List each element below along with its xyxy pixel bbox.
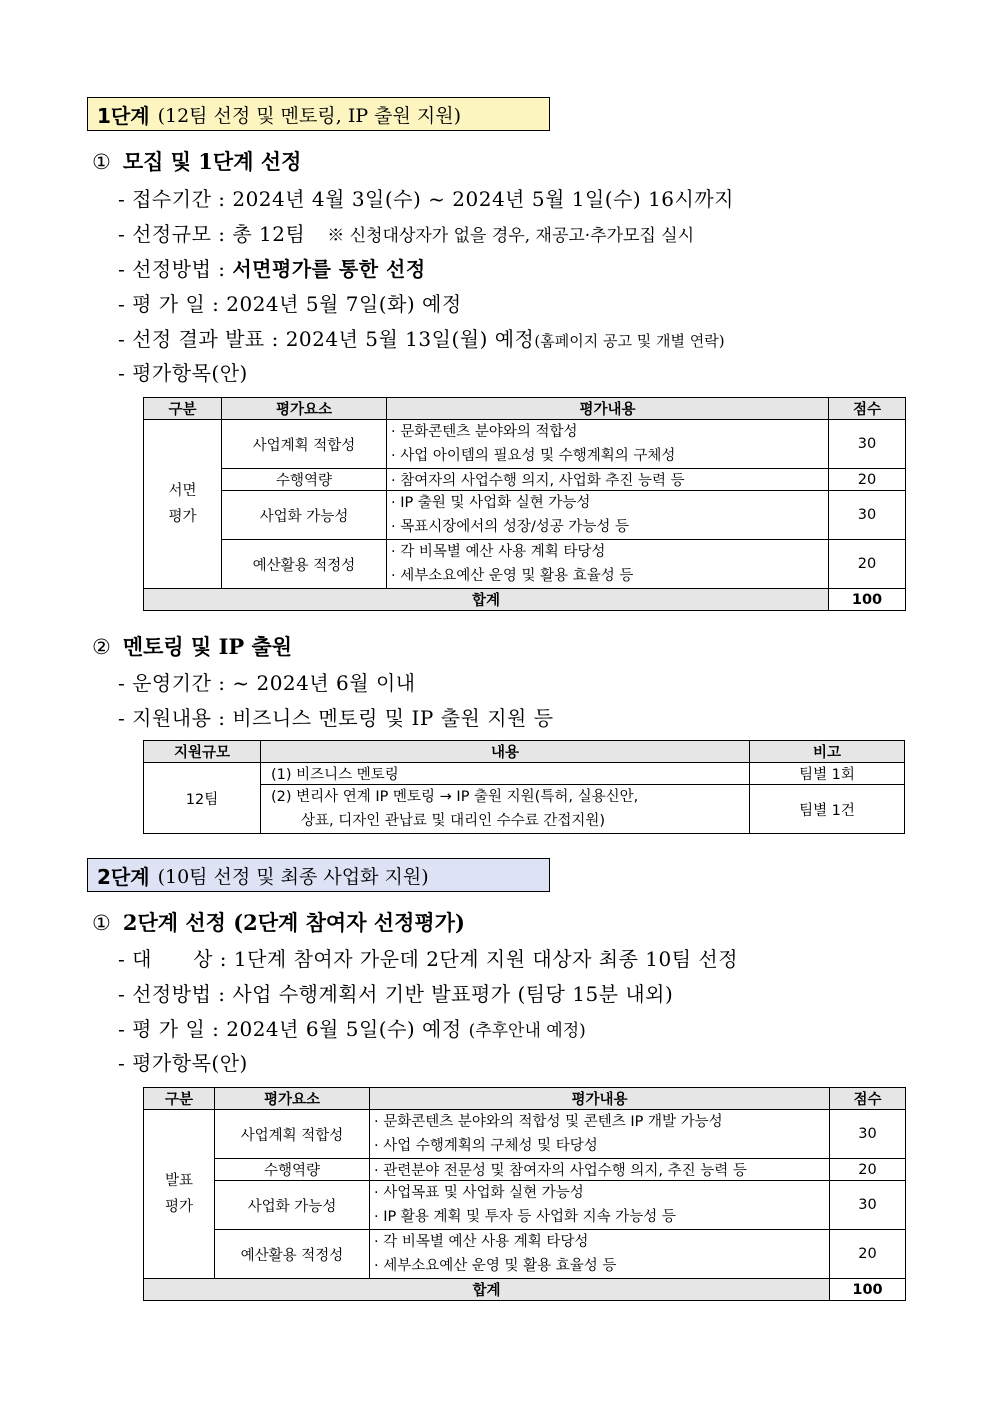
content-line: · 문화콘텐츠 분야와의 적합성: [391, 424, 578, 440]
elem-cell: 사업계획 적합성: [222, 420, 387, 469]
table-row: [144, 1159, 906, 1181]
method-prefix: - 선정방법 :: [118, 257, 233, 281]
table-row: [144, 469, 906, 491]
stage2-eval-table: [143, 1087, 906, 1301]
content-line: · IP 활용 계획 및 투자 등 사업화 지속 가능성 등: [374, 1209, 676, 1225]
section-number: ①: [92, 911, 111, 935]
elem-cell: 사업계획 적합성: [215, 1110, 370, 1159]
stage2-section1-heading: [92, 907, 465, 937]
content-line: · 사업 아이템의 필요성 및 수행계획의 구체성: [391, 448, 676, 464]
col-header: 점수: [829, 398, 906, 420]
col-header: 내용: [261, 741, 750, 763]
content-cell: [370, 1110, 830, 1159]
stage1-support-table: [143, 740, 905, 834]
table-row: [144, 763, 905, 785]
score-cell: 20: [830, 1159, 906, 1181]
table-row: [144, 420, 906, 469]
note-cell: 팀별 1건: [750, 785, 905, 834]
col-header: 평가요소: [222, 398, 387, 420]
table-total-row: [144, 1279, 906, 1301]
stage1-header: [87, 97, 550, 131]
score-cell: 20: [829, 469, 906, 491]
item-criteria: - 평가항목(안): [118, 1051, 248, 1075]
result-text: - 선정 결과 발표 : 2024년 5월 13일(월) 예정: [118, 327, 535, 351]
content-line: · 문화콘텐츠 분야와의 적합성 및 콘텐츠 IP 개발 가능성: [374, 1114, 723, 1130]
group-cell: [144, 420, 222, 589]
stage2-label: 2단계: [97, 864, 150, 889]
item-support-content: - 지원내용 : 비즈니스 멘토링 및 IP 출원 지원 등: [118, 706, 554, 730]
content-cell: [261, 785, 750, 834]
table-header-row: [144, 1088, 906, 1110]
item-result: [118, 323, 725, 352]
section-number: ①: [92, 150, 111, 174]
col-header: 비고: [750, 741, 905, 763]
table-row: [144, 1110, 906, 1159]
table-total-row: [144, 589, 906, 611]
content-line: · 목표시장에서의 성장/성공 가능성 등: [391, 519, 630, 535]
total-label: 합계: [144, 589, 829, 611]
group-line: 서면: [168, 483, 197, 499]
group-line: 평가: [164, 1199, 193, 1215]
item-scale: [118, 218, 694, 247]
eval-date-text: - 평 가 일 : 2024년 6월 5일(수) 예정: [118, 1017, 462, 1041]
content-cell: [370, 1181, 830, 1230]
item-method: [118, 253, 426, 282]
elem-cell: 예산활용 적정성: [215, 1230, 370, 1279]
item-method: - 선정방법 : 사업 수행계획서 기반 발표평가 (팀당 15분 내외): [118, 982, 674, 1006]
total-value: 100: [829, 589, 906, 611]
elem-cell: 수행역량: [222, 469, 387, 491]
score-cell: 20: [830, 1230, 906, 1279]
content-cell: (1) 비즈니스 멘토링: [261, 763, 750, 785]
table-row: [144, 491, 906, 540]
total-value: 100: [830, 1279, 906, 1301]
col-header: 평가내용: [387, 398, 829, 420]
stage2-header: [87, 858, 550, 892]
content-cell: [387, 491, 829, 540]
item-eval-date: - 평 가 일 : 2024년 5월 7일(화) 예정: [118, 292, 462, 316]
score-cell: 30: [830, 1110, 906, 1159]
col-header: 구분: [144, 1088, 215, 1110]
col-header: 평가내용: [370, 1088, 830, 1110]
scale-note: ※ 신청대상자가 없을 경우, 재공고·추가모집 실시: [327, 226, 695, 246]
elem-cell: 사업화 가능성: [222, 491, 387, 540]
group-cell: [144, 1110, 215, 1279]
group-line: 발표: [164, 1173, 193, 1189]
section-title: 2단계 선정 (2단계 참여자 선정평가): [122, 910, 465, 935]
content-cell: · 관련분야 전문성 및 참여자의 사업수행 의지, 추진 능력 등: [370, 1159, 830, 1181]
group-line: 평가: [168, 509, 197, 525]
item-target: - 대 상 : 1단계 참여자 가운데 2단계 지원 대상자 최종 10팀 선정: [118, 947, 739, 971]
result-note: (홈페이지 공고 및 개별 연락): [534, 332, 725, 350]
col-header: 구분: [144, 398, 222, 420]
item-op-period: - 운영기간 : ~ 2024년 6월 이내: [118, 671, 416, 695]
content-cell: [370, 1230, 830, 1279]
content-line: (2) 변리사 연계 IP 멘토링 → IP 출원 지원(특허, 실용신안,: [271, 789, 639, 805]
stage1-section2-heading: [92, 631, 292, 661]
table-row: [144, 1230, 906, 1279]
content-cell: [387, 540, 829, 589]
content-cell: · 참여자의 사업수행 의지, 사업화 추진 능력 등: [387, 469, 829, 491]
total-label: 합계: [144, 1279, 830, 1301]
scale-cell: 12팀: [144, 763, 261, 834]
content-line: · 세부소요예산 운영 및 활용 효율성 등: [374, 1258, 617, 1274]
stage1-label: 1단계: [97, 103, 150, 128]
content-line: · 각 비목별 예산 사용 계획 타당성: [374, 1234, 589, 1250]
stage1-eval-table: [143, 397, 906, 611]
item-period: - 접수기간 : 2024년 4월 3일(수) ~ 2024년 5월 1일(수) 16시까지: [118, 187, 734, 211]
table-header-row: [144, 741, 905, 763]
eval-date-note: (추후안내 예정): [468, 1021, 586, 1041]
table-row: [144, 540, 906, 589]
section-title: 멘토링 및 IP 출원: [122, 634, 293, 659]
method-bold: 서면평가를 통한 선정: [232, 257, 426, 281]
item-criteria: - 평가항목(안): [118, 361, 248, 385]
elem-cell: 수행역량: [215, 1159, 370, 1181]
stage2-desc: (10팀 선정 및 최종 사업화 지원): [157, 865, 429, 888]
item-eval-date: [118, 1013, 586, 1042]
content-line: · 사업 수행계획의 구체성 및 타당성: [374, 1138, 598, 1154]
score-cell: 30: [829, 420, 906, 469]
scale-text: - 선정규모 : 총 12팀: [118, 222, 306, 246]
score-cell: 20: [829, 540, 906, 589]
col-header: 점수: [830, 1088, 906, 1110]
content-line: 상표, 디자인 관납료 및 대리인 수수료 간접지원): [301, 813, 606, 829]
table-header-row: [144, 398, 906, 420]
content-line: · IP 출원 및 사업화 실현 가능성: [391, 495, 591, 511]
section-title: 모집 및 1단계 선정: [122, 149, 302, 174]
content-line: · 세부소요예산 운영 및 활용 효율성 등: [391, 568, 634, 584]
content-line: · 사업목표 및 사업화 실현 가능성: [374, 1185, 584, 1201]
content-line: · 각 비목별 예산 사용 계획 타당성: [391, 544, 606, 560]
stage1-desc: (12팀 선정 및 멘토링, IP 출원 지원): [157, 104, 462, 127]
col-header: 지원규모: [144, 741, 261, 763]
score-cell: 30: [830, 1181, 906, 1230]
section-number: ②: [92, 635, 111, 659]
elem-cell: 사업화 가능성: [215, 1181, 370, 1230]
content-cell: [387, 420, 829, 469]
stage1-section1-heading: [92, 146, 301, 176]
table-row: [144, 1181, 906, 1230]
score-cell: 30: [829, 491, 906, 540]
elem-cell: 예산활용 적정성: [222, 540, 387, 589]
col-header: 평가요소: [215, 1088, 370, 1110]
note-cell: 팀별 1회: [750, 763, 905, 785]
